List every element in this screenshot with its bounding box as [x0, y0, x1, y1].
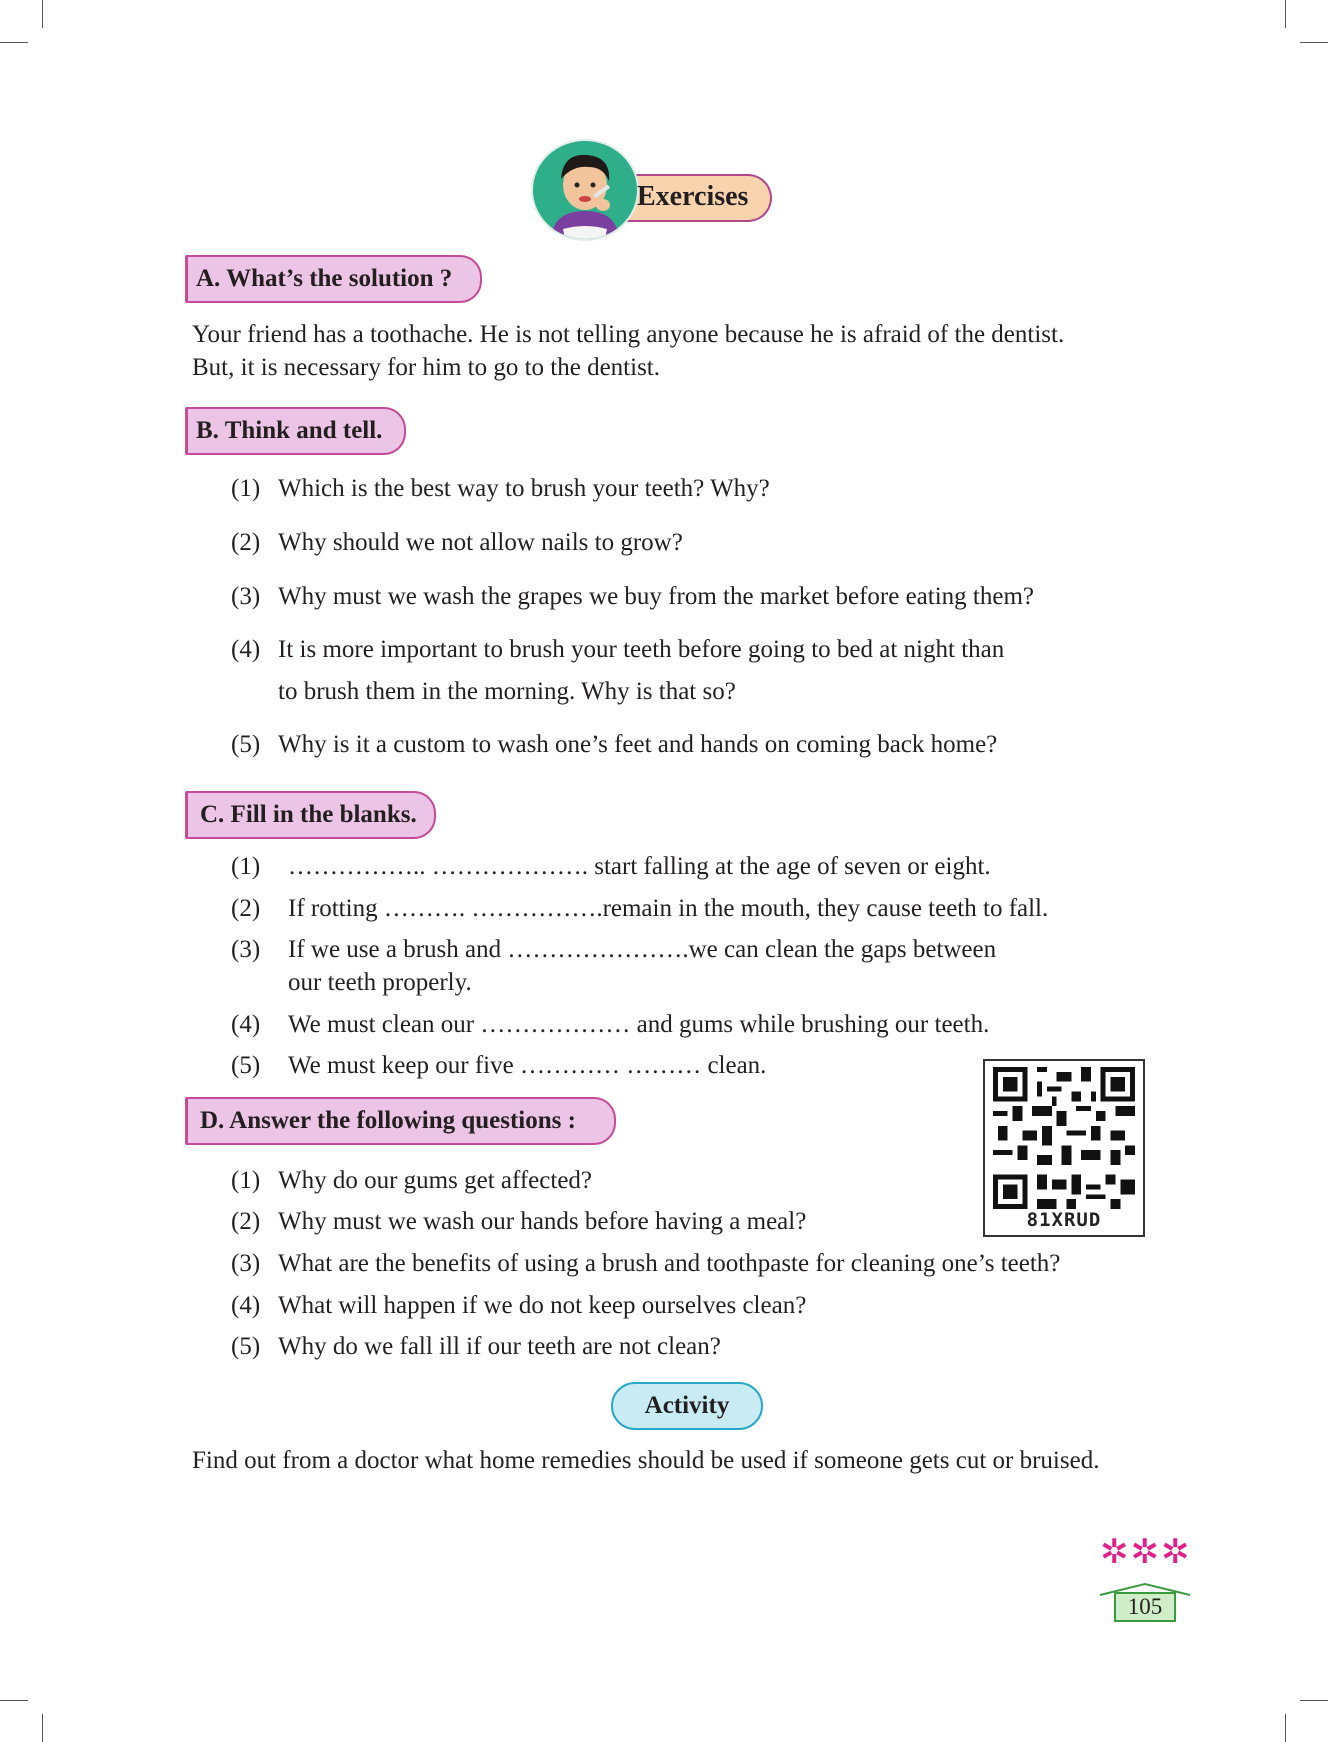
qr-code-box[interactable] [983, 1059, 1145, 1237]
section-a-text-line: Your friend has a toothache. He is not telling anyone because he is afraid of the dentist. [192, 321, 1065, 348]
item-number: (2) [231, 1208, 261, 1235]
item-text: Why must we wash our hands before having a meal? [278, 1208, 807, 1235]
qr-code-image [993, 1067, 1135, 1209]
crop-mark [0, 42, 28, 43]
section-a-header: A. What’s the solution ? [185, 255, 482, 303]
page-number: 105 [1114, 1592, 1176, 1622]
boy-illustration [531, 139, 639, 241]
item-number: (5) [231, 1052, 261, 1079]
section-c-header: C. Fill in the blanks. [185, 791, 436, 839]
activity-header: Activity [611, 1382, 763, 1430]
item-text: If we use a brush and ………………….we can clean the gaps between [288, 936, 997, 963]
item-number: (5) [231, 1333, 261, 1360]
item-number: (1) [231, 475, 261, 502]
section-a-text-line: But, it is necessary for him to go to the dentist. [192, 354, 660, 381]
crop-mark [1300, 42, 1328, 43]
item-text: …………….. ………………. start falling at the age of seven or eight. [288, 853, 991, 880]
item-number: (4) [231, 636, 261, 663]
item-text: If rotting ………. …………….remain in the mouth, they cause teeth to fall. [288, 895, 1049, 922]
item-number: (5) [231, 731, 261, 758]
item-number: (3) [231, 1250, 261, 1277]
item-number: (1) [231, 853, 261, 880]
item-text: Why must we wash the grapes we buy from the market before eating them? [278, 583, 1034, 610]
item-text: Which is the best way to brush your teeth? Why? [278, 475, 770, 502]
crop-mark [1300, 1700, 1328, 1701]
item-number: (4) [231, 1292, 261, 1319]
item-text: We must keep our five ………… ……… clean. [288, 1052, 767, 1079]
item-text: Why is it a custom to wash one’s feet and hands on coming back home? [278, 731, 998, 758]
item-number: (3) [231, 583, 261, 610]
item-text: to brush them in the morning. Why is that so? [278, 678, 736, 705]
item-text: It is more important to brush your teeth before going to bed at night than [278, 636, 1005, 663]
item-number: (1) [231, 1167, 261, 1194]
item-text: What are the benefits of using a brush and toothpaste for cleaning one’s teeth? [278, 1250, 1061, 1277]
section-d-header: D. Answer the following questions : [185, 1097, 616, 1145]
item-number: (3) [231, 936, 261, 963]
crop-mark [0, 1700, 28, 1701]
item-number: (2) [231, 895, 261, 922]
item-number: (4) [231, 1011, 261, 1038]
item-text: Why do our gums get affected? [278, 1167, 593, 1194]
item-number: (2) [231, 529, 261, 556]
item-text: We must clean our ……………… and gums while brushing our teeth. [288, 1011, 990, 1038]
crop-mark [1285, 1714, 1286, 1742]
end-stars-icon: ✲✲✲ [1100, 1534, 1192, 1571]
item-text: What will happen if we do not keep ourselves clean? [278, 1292, 807, 1319]
item-text: our teeth properly. [288, 969, 472, 996]
exercises-title: Exercises [637, 181, 749, 212]
crop-mark [1285, 0, 1286, 28]
qr-code-label: 81XRUD [1026, 1209, 1102, 1231]
crop-mark [42, 1714, 43, 1742]
crop-mark [42, 0, 43, 28]
section-b-header: B. Think and tell. [185, 407, 406, 455]
activity-text: Find out from a doctor what home remedies should be used if someone gets cut or bruised. [192, 1447, 1100, 1474]
item-text: Why do we fall ill if our teeth are not clean? [278, 1333, 721, 1360]
item-text: Why should we not allow nails to grow? [278, 529, 683, 556]
